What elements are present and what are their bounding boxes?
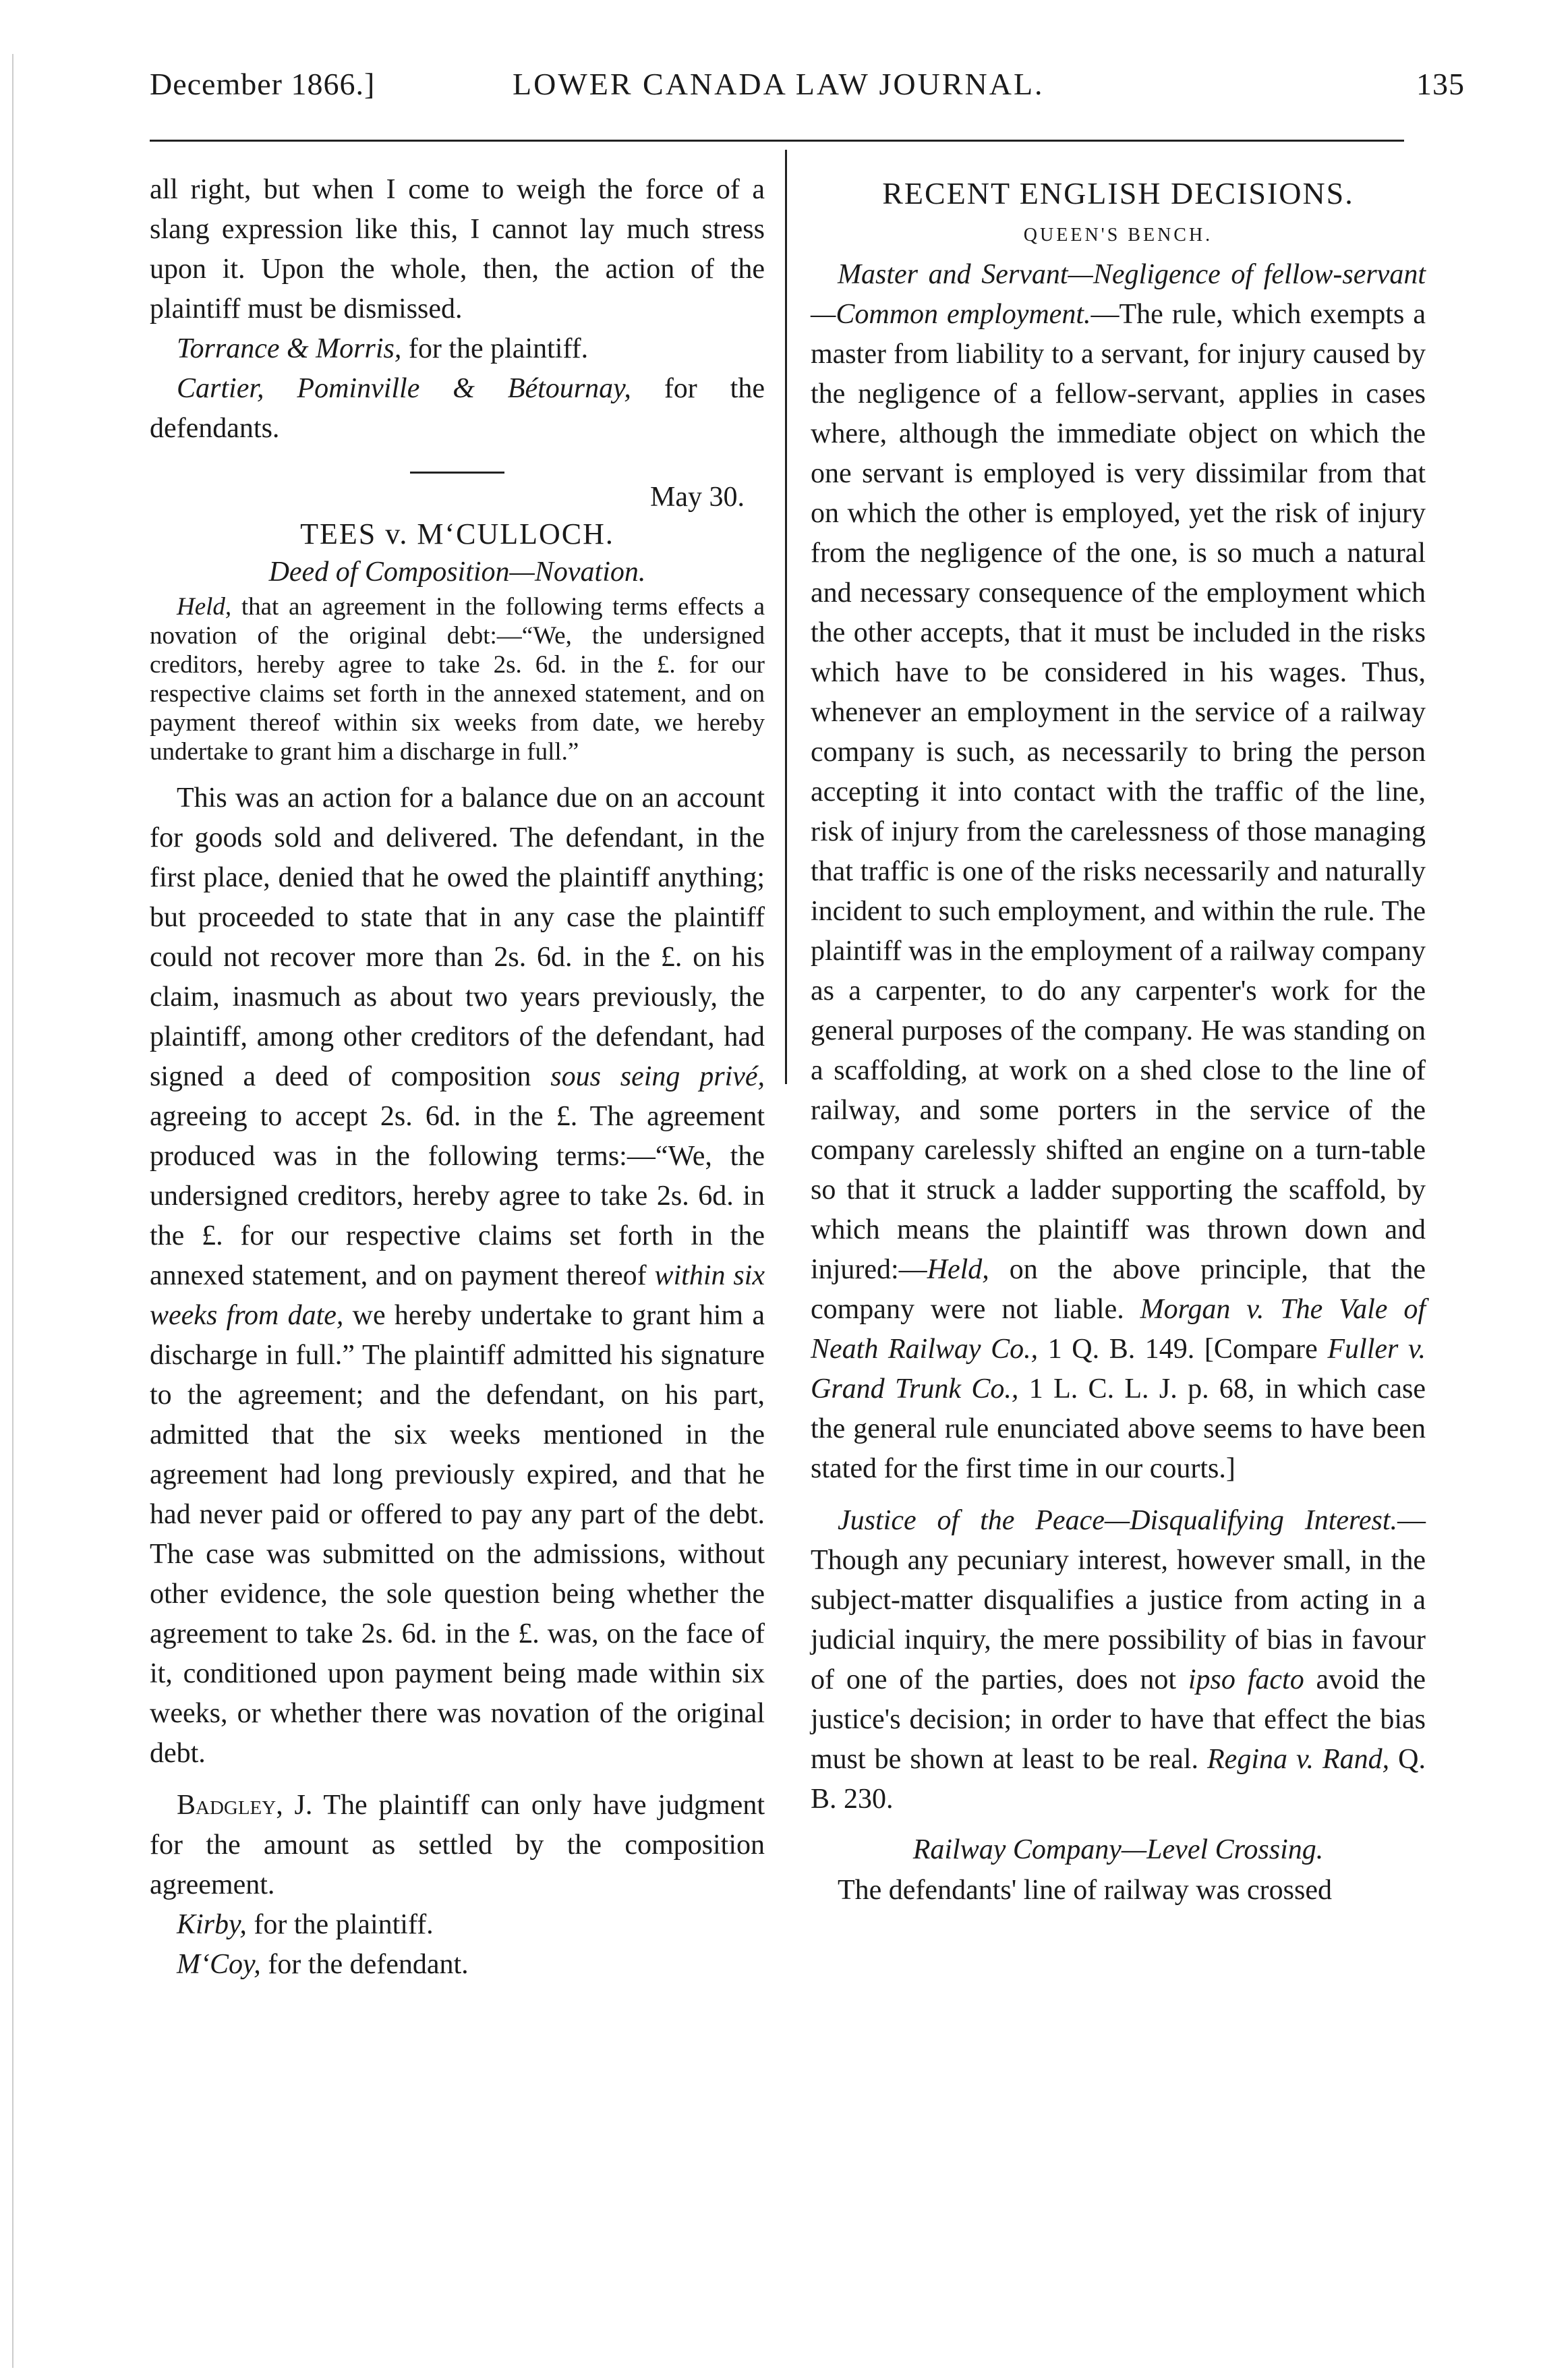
decision-heading-railway: Railway Company—Level Crossing. [912, 1834, 1324, 1865]
counsel-role: for the plaintiff. [401, 333, 589, 364]
decision-text: —The rule, which exempts a master from liability to a servant, for injury caused by the negligence of a fellow-servant, applies in cases where, although the immediate object on which the one servant is employed is very dissimilar from that on which the other is employed, yet the risk of injury from the negligence of the one, is so much a natural and necessary consequence of the employment which the other accepts, that it must be included in the risks which have to be considered in his wages. Thus, whenever an employment in the service of a railway company is such, as necessarily to bring the person accepting it into contact with the traffic of the line, risk of injury from the carelessness of those managing that traffic is one of the risks necessarily and naturally incident to such employment, and within the rule. The plaintiff was in the employment of a railway company as a carpenter, to do any carpenter's work for the general purposes of the company. He was standing on a scaffolding, at work on a shed close to the line of railway, and some porters in the service of the company carelessly shifted an engine on a turn-table so that it struck a ladder supporting the scaffold, by which means the plaintiff was thrown down and injured:— [811, 299, 1426, 1285]
headnote [150, 592, 765, 766]
paragraph-judgment-end: all right, but when I come to weigh the force of a slang expression like this, I cannot lay much stress upon it. Upon the whole, then, the action of the plaintiff must be dismissed. [150, 174, 765, 324]
decision-text: on the above principle, that the company were not liable. [811, 1254, 1426, 1325]
counsel-names: M‘Coy, [177, 1949, 261, 1980]
case-date: May 30. [650, 482, 745, 513]
counsel-names: Torrance & Morris, [177, 333, 402, 364]
decision-heading: Master and Servant—Negligence of fellow-servant—Common employment. [811, 259, 1426, 330]
header-date: December 1866.] [150, 67, 376, 101]
right-column [811, 170, 1426, 1910]
column-divider [785, 150, 787, 1084]
case-citation: Regina v. Rand, [1207, 1744, 1390, 1775]
counsel-defendant-2 [150, 1945, 765, 1985]
header-rule [150, 140, 1404, 142]
judgment-text: The plaintiff can only have judgment for the amount as settled by the composition agreement. [150, 1790, 765, 1900]
running-head [143, 66, 1465, 113]
decision-text: —Though any pecuniary interest, however small, in the subject-matter disqualifies a justice from acting in a judicial inquiry, the mere possibility of bias in favour of one of the parties, does not [811, 1505, 1426, 1695]
paragraph-judgment [150, 1786, 765, 1905]
counsel-defendants [150, 369, 765, 449]
court-heading: QUEEN'S BENCH. [1023, 225, 1213, 246]
facts-text: we hereby undertake to grant him a discharge in full.” The plaintiff admitted his signature to the agreement; and the defendant, on his part, admitted that the six weeks mentioned in the agreement had long previously expired, and that he had never paid or offered to pay any part of the debt. The case was submitted on the admissions, without other evidence, the sole question being whether the agreement to take 2s. 6d. in the £. was, on the face of it, conditioned upon payment being made within six weeks, or whether there was novation of the original debt. [150, 1300, 765, 1769]
decision-master-servant [811, 255, 1426, 1489]
left-column [150, 170, 765, 1985]
facts-italic: sous seing privé, [550, 1061, 765, 1092]
spacer [150, 1774, 765, 1786]
counsel-names: Cartier, Pominville & Bétournay, [177, 373, 631, 404]
held-word: Held, [177, 593, 232, 621]
held-word: Held, [927, 1254, 989, 1285]
case-subject: Deed of Composition—Novation. [268, 557, 646, 588]
counsel-plaintiff-2 [150, 1905, 765, 1945]
judge-name: Badgley, J. [177, 1790, 313, 1821]
citation-reference: Q. B. 230. [811, 1744, 1426, 1815]
counsel-names: Kirby, [177, 1909, 247, 1940]
decision-justice-peace [811, 1501, 1426, 1819]
case-citation: Morgan v. The Vale of Neath Railway Co., [811, 1294, 1426, 1365]
spacer [150, 766, 765, 778]
section-title: RECENT ENGLISH DECISIONS. [882, 176, 1354, 210]
section-rule [410, 472, 504, 474]
counsel-role: for the defendant. [260, 1949, 469, 1980]
facts-italic: within six weeks from date, [150, 1260, 765, 1331]
headnote-text: that an agreement in the following terms effects a novation of the original debt:—“We, the undersigned creditors, hereby agree to take 2s. 6d. in the £. for our respective claims set forth in the annexed statement, and on payment thereof within six weeks from date, we hereby undertake to grant him a discharge in full.” [150, 593, 765, 766]
counsel-role: for the defendants. [150, 373, 765, 444]
decision-railway-text: The defendants' line of railway was crossed [838, 1875, 1332, 1906]
decision-heading: Justice of the Peace—Disqualifying Interest. [838, 1505, 1397, 1536]
facts-text: agreeing to accept 2s. 6d. in the £. The agreement produced was in the following terms:—“We, the undersigned creditors, hereby agree to take 2s. 6d. in the £. for our respective claims set forth in the annexed statement, and on payment thereof [150, 1101, 765, 1291]
facts-text: This was an action for a balance due on an account for goods sold and delivered. The defendant, in the first place, denied that he owed the plaintiff anything; but proceeded to state that in any case the plaintiff could not recover more than 2s. 6d. in the £. on his claim, inasmuch as about two years previously, the plaintiff, among other creditors of the defendant, had signed a deed of composition [150, 783, 765, 1092]
case-title: TEES v. M‘CULLOCH. [300, 517, 614, 550]
journal-title: LOWER CANADA LAW JOURNAL. [513, 67, 1045, 101]
counsel-plaintiff [150, 329, 765, 369]
latin-phrase: ipso facto [1188, 1664, 1304, 1695]
citation-reference: 1 L. C. L. J. p. 68, in which case the general rule enunciated above seems to have been stated for the first time in our courts.] [811, 1373, 1426, 1484]
counsel-role: for the plaintiff. [246, 1909, 434, 1940]
paragraph-facts [150, 778, 765, 1774]
case-citation: Fuller v. Grand Trunk Co., [811, 1334, 1426, 1405]
decision-text: avoid the justice's decision; in order to have that effect the bias must be shown at least to be real. [811, 1664, 1426, 1775]
citation-reference: 1 Q. B. 149. [Compare [1038, 1334, 1328, 1365]
spacer [811, 1489, 1426, 1501]
scan-edge-line [12, 54, 13, 2368]
page-number: 135 [1416, 67, 1465, 101]
